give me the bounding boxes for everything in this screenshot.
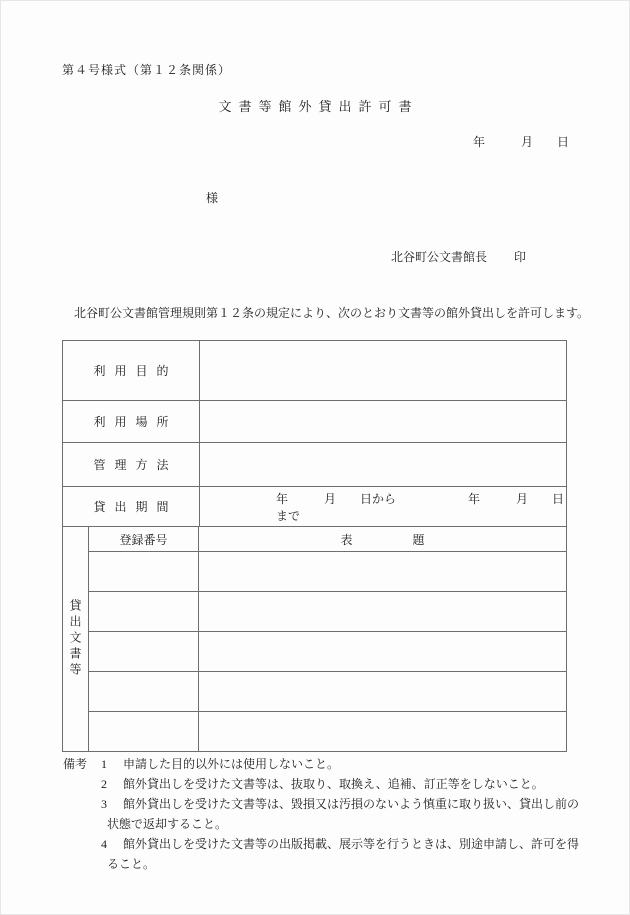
issuer-name: 北谷町公文書館長 xyxy=(391,250,488,264)
note-number: 2 xyxy=(101,777,107,791)
title-cell xyxy=(199,592,566,631)
addressee-suffix: 様 xyxy=(206,191,219,205)
field-management xyxy=(200,443,566,486)
registration-cell xyxy=(89,672,199,711)
documents-section xyxy=(63,526,566,751)
field-purpose xyxy=(200,341,566,400)
label-period: 貸出期間 xyxy=(63,487,200,526)
note-item xyxy=(63,834,608,874)
documents-header-row xyxy=(89,527,566,551)
seal-mark: 印 xyxy=(514,250,527,264)
registration-cell xyxy=(89,712,199,751)
documents-body xyxy=(89,527,566,751)
page-title: 文書等館外貸出許可書 xyxy=(218,99,419,114)
field-period: 年 月 日から 年 月 日まで xyxy=(276,491,565,523)
form-number: 第４号様式（第１２条関係） xyxy=(62,63,232,77)
registration-cell xyxy=(89,632,199,671)
note-number: 1 xyxy=(101,757,107,771)
note-item xyxy=(63,774,608,794)
permit-table xyxy=(62,340,567,752)
title-cell xyxy=(199,632,566,671)
table-row-period xyxy=(63,486,566,526)
note-number: 3 xyxy=(101,797,107,811)
title-cell xyxy=(199,672,566,711)
note-text: 申請した目的以外には使用しないこと。 xyxy=(123,757,340,771)
table-row-management xyxy=(63,442,566,486)
notes-block xyxy=(63,754,608,874)
note-item xyxy=(63,754,608,774)
note-text: 館外貸出しを受けた文書等の出版掲載、展示等を行うときは、別途申請し、許可を得ること。 xyxy=(107,837,580,871)
registration-cell xyxy=(89,552,199,591)
label-management: 管理方法 xyxy=(63,443,200,486)
note-text: 館外貸出しを受けた文書等は、毀損又は汚損のないよう慎重に取り扱い、貸出し前の状態で返却すること。 xyxy=(107,797,580,831)
intro-text: 北谷町公文書館管理規則第１２条の規定により、次のとおり文書等の館外貸出しを許可します。 xyxy=(74,306,590,320)
document-row xyxy=(89,631,566,671)
label-purpose: 利用目的 xyxy=(63,341,200,400)
issue-date-line: 年 月 日 xyxy=(473,135,570,149)
notes-label: 備考 xyxy=(63,757,88,771)
header-registration-number: 登録番号 xyxy=(89,527,199,551)
note-number: 4 xyxy=(101,837,107,851)
registration-cell xyxy=(89,592,199,631)
issuer-line xyxy=(391,248,526,265)
note-item xyxy=(63,794,608,834)
header-title: 表 題 xyxy=(340,532,425,547)
documents-side-label: 貸出文書等 xyxy=(63,527,89,751)
title-cell xyxy=(199,552,566,591)
table-row-purpose xyxy=(63,341,566,400)
document-row xyxy=(89,591,566,631)
document-row xyxy=(89,551,566,591)
table-row-place xyxy=(63,400,566,442)
label-place: 利用場所 xyxy=(63,401,200,442)
note-text: 館外貸出しを受けた文書等は、抜取り、取換え、追補、訂正等をしないこと。 xyxy=(123,777,544,791)
title-cell xyxy=(199,712,566,751)
document-row xyxy=(89,711,566,751)
field-place xyxy=(200,401,566,442)
document-row xyxy=(89,671,566,711)
